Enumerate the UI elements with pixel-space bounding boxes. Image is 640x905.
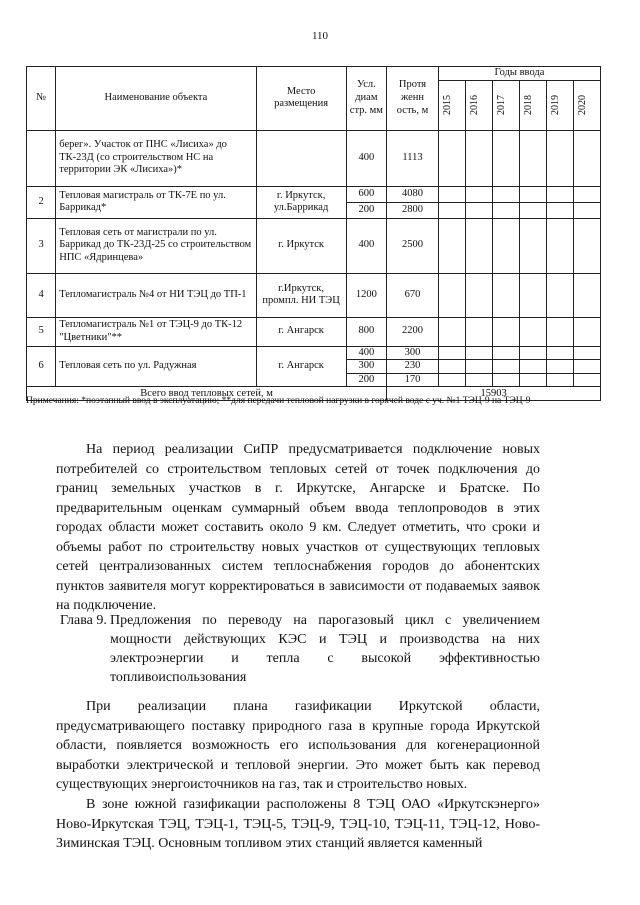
row-diam: 400 [346,218,387,273]
table-row [27,130,601,186]
header-year: 2017 [495,95,507,116]
header-year: 2020 [576,95,588,116]
row-name: Тепловая сеть от магистрали по ул. Баррикад до ТК-23Д-25 со строительством НПС «Ядринцева» [56,218,256,273]
row-num: 5 [27,317,56,346]
row-num: 2 [27,186,56,218]
row-name: Тепловая сеть по ул. Радужная [56,346,256,387]
row-place: г. Иркутск [256,218,346,273]
row-diam: 800 [346,317,387,346]
heat-network-table [26,66,601,401]
row-length: 4080 [387,186,439,202]
paragraph-gasification: При реализации плана газификации Иркутской области, предусматривающего поставку природного газа в крупные города Иркутской области, появляется возможность его использования для когенерационной выработки электрической и тепловой энергии. Это может быть как перевод существующих энергоисточников на газ, так и строительство новых. [56,699,540,792]
row-length: 670 [387,273,439,317]
row-place: г. Иркутск, ул.Баррикад [256,186,346,218]
row-diam: 400 [346,130,387,186]
header-year: 2015 [441,95,453,116]
row-name: Тепломагистраль №1 от ТЭЦ-9 до ТК-12 "Цветники"** [56,317,256,346]
header-year: 2019 [549,95,561,116]
chapter-title: Предложения по переводу на парогазовый цикл с увеличением мощности действующих КЭС и ТЭЦ и производства на них электроэнергии и тепла с высокой эффективностью топливоиспользования [110,613,540,685]
header-num: № [27,67,56,131]
row-name: берег». Участок от ПНС «Лисиха» до ТК-23Д (со строительством НС на территории ЭК «Лисиха»)* [56,130,256,186]
header-place: Место размещения [256,67,346,131]
row-place: г. Ангарск [256,346,346,387]
row-place: г. Ангарск [256,317,346,346]
chapter-label: Глава 9. [60,613,107,628]
total-value: 15903 [387,387,601,401]
row-length: 230 [387,360,439,374]
header-length: Протя женн ость, м [387,67,439,131]
row-num: 6 [27,346,56,387]
row-num: 4 [27,273,56,317]
total-label: Всего ввод тепловых сетей, м [27,387,387,401]
paragraph-connection: На период реализации СиПР предусматривается подключение новых потребителей со строительством тепловых сетей от точек подключения до границ земельных участков в г. Иркутске, Ангарске и Братске. По предварительным оценкам суммарный объем ввода теплопроводов в этих городах области может составить около 9 км. Следует отметить, что сроки и объемы работ по строительству новых участков от существующих тепловых сетей централизованных систем теплоснабжения городов до абонентских пунктов заявителя могут корректироваться в зависимости от подаваемых заявок на подключение. [56,442,540,613]
table-row [27,317,601,346]
table-row [27,273,601,317]
row-length: 300 [387,346,439,360]
row-name: Тепловая магистраль от ТК-7Е по ул. Баррикад* [56,186,256,218]
row-length: 2200 [387,317,439,346]
row-place: г.Иркутск, промпл. НИ ТЭЦ [256,273,346,317]
row-diam: 300 [346,360,387,374]
chapter-heading [60,611,540,687]
row-diam: 200 [346,202,387,218]
row-diam: 200 [346,373,387,387]
row-diam: 600 [346,186,387,202]
row-num: 3 [27,218,56,273]
header-year: 2016 [468,95,480,116]
table-note: Примечания: *поэтапный ввод в эксплуатацию; **для передачи тепловой нагрузки в горячей воде с уч. №1 ТЭЦ-9 на ТЭЦ-9 [26,396,531,406]
row-length: 2500 [387,218,439,273]
header-years-title: Годы ввода [438,67,600,81]
header-diam: Усл. диам стр. мм [346,67,387,131]
row-length: 1113 [387,130,439,186]
row-length: 170 [387,373,439,387]
paragraph-chp-plants: В зоне южной газификации расположены 8 ТЭЦ ОАО «Иркутскэнерго» Ново-Иркутская ТЭЦ, ТЭЦ-1, ТЭЦ-5, ТЭЦ-9, ТЭЦ-10, ТЭЦ-11, ТЭЦ-12, Ново-Зиминская ТЭЦ. Основным топливом этих станций является каменный [56,797,540,851]
row-diam: 400 [346,346,387,360]
table-row [27,218,601,273]
row-diam: 1200 [346,273,387,317]
row-length: 2800 [387,202,439,218]
page-number: 110 [311,30,329,42]
header-name: Наименование объекта [56,67,256,131]
table-row [27,346,601,360]
header-year: 2018 [522,95,534,116]
table-row [27,186,601,202]
row-name: Тепломагистраль №4 от НИ ТЭЦ до ТП-1 [56,273,256,317]
